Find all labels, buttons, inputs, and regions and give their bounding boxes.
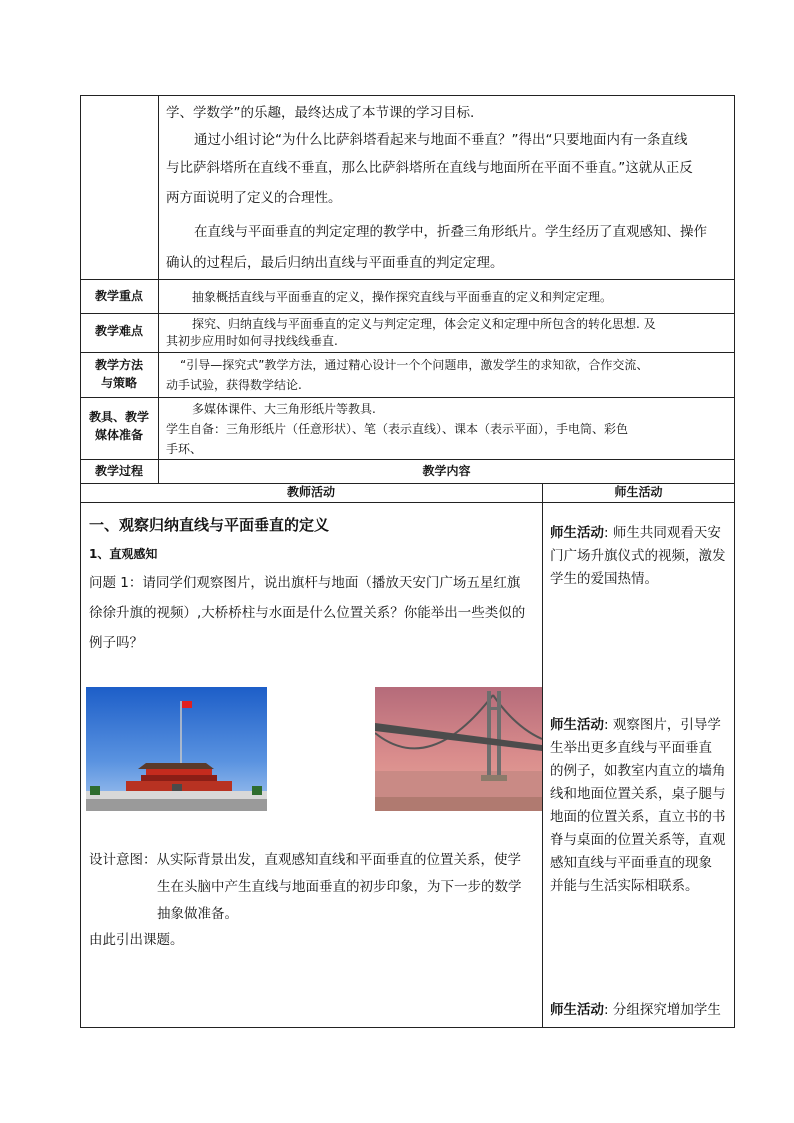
activity-note-2-line: 地面的位置关系，直立书的书: [550, 809, 726, 825]
design-intent-line: 生在头脑中产生直线与地面垂直的初步印象，为下一步的数学: [157, 879, 522, 895]
intro-line: 两方面说明了定义的合理性。: [166, 190, 342, 206]
row-line: [80, 279, 735, 280]
row-label-process: 教学过程: [94, 464, 143, 478]
activity-note-prefix: 师生活动: [550, 1002, 604, 1018]
row-label-key-points: 教学重点: [94, 289, 143, 303]
section-subheading: 1、直观感知: [89, 547, 158, 561]
media-line: 多媒体课件、大三角形纸片等教具.: [192, 402, 376, 416]
row-line: [80, 502, 735, 503]
activity-note-text: : 分组探究增加学生: [604, 1002, 721, 1018]
activity-note-text: : 师生共同观看天安: [604, 525, 721, 541]
row-label-methods: 教学方法: [94, 358, 143, 372]
design-intent-line: 设计意图：从实际背景出发，直观感知直线和平面垂直的位置关系，使学: [89, 852, 521, 868]
key-points-text: 抽象概括直线与平面垂直的定义，操作探究直线与平面垂直的定义和判定定理。: [192, 290, 613, 304]
intro-line: 通过小组讨论“为什么比萨斜塔看起来与地面不垂直？”得出“只要地面内有一条直线: [194, 132, 688, 148]
intro-line: 在直线与平面垂直的判定定理的教学中，折叠三角形纸片。学生经历了直观感知、操作: [194, 224, 707, 240]
media-line: 手环、: [166, 442, 203, 456]
row-line: [80, 459, 735, 460]
row-label-difficulties: 教学难点: [94, 324, 143, 338]
activity-note-2-line: 脊与桌面的位置关系等，直观: [550, 832, 726, 848]
activity-note-prefix: 师生活动: [550, 525, 604, 541]
teacher-student-activity-header: 师生活动: [614, 485, 663, 499]
difficulties-line: 探究、归纳直线与平面垂直的定义与判定定理，体会定义和定理中所包含的转化思想. 及: [192, 317, 656, 331]
design-intent-line: 抽象做准备。: [157, 906, 238, 922]
row-line: [80, 397, 735, 398]
methods-line: “引导—探究式”教学方法，通过精心设计一个个问题串，激发学生的求知欲，合作交流、: [180, 358, 649, 372]
methods-line: 动手试验，获得数学结论.: [166, 378, 302, 392]
teacher-activity-header: 教师活动: [286, 485, 335, 499]
activity-column-divider: [542, 483, 543, 1028]
activity-note-2-line: [550, 716, 721, 734]
activity-note-3-line: [550, 1001, 721, 1019]
row-line: [80, 313, 735, 314]
activity-note-2-line: 线和地面位置关系，桌子腿与: [550, 786, 726, 802]
media-line: 学生自备：三角形纸片（任意形状）、笔（表示直线）、课本（表示平面），手电筒、彩色: [166, 422, 629, 436]
activity-note-2-line: 感知直线与平面垂直的现象: [550, 855, 712, 871]
activity-note-1-line: 学生的爱国热情。: [550, 571, 658, 587]
tiananmen-photo: [86, 687, 267, 811]
activity-note-1-line: [550, 524, 721, 542]
difficulties-line: 其初步应用时如何寻找线线垂直.: [166, 334, 338, 348]
intro-line: 确认的过程后，最后归纳出直线与平面垂直的判定定理。: [166, 255, 504, 271]
bridge-image: [375, 687, 542, 811]
activity-note-1-line: 门广场升旗仪式的视频，激发: [550, 548, 726, 564]
lead-to-topic: 由此引出课题。: [89, 932, 184, 948]
activity-note-2-line: 并能与生活实际相联系。: [550, 878, 699, 894]
section-heading: 一、观察归纳直线与平面垂直的定义: [89, 516, 330, 534]
tiananmen-image: [86, 687, 267, 811]
question-line: 例子吗？: [89, 635, 143, 651]
activity-note-text: : 观察图片，引导学: [604, 717, 721, 733]
row-label-media-2: 媒体准备: [94, 428, 143, 442]
activity-note-2-line: 的例子，如教室内直立的墙角: [550, 763, 726, 779]
content-header: 教学内容: [422, 464, 471, 478]
question-line: 徐徐升旗的视频）,大桥桥柱与水面是什么位置关系？你能举出一些类似的: [89, 605, 526, 621]
intro-line: 学、学数学”的乐趣，最终达成了本节课的学习目标.: [166, 105, 475, 121]
row-line: [80, 352, 735, 353]
activity-note-2-line: 生举出更多直线与平面垂直: [550, 740, 712, 756]
activity-note-prefix: 师生活动: [550, 717, 604, 733]
question-line: 问题 1：请同学们观察图片，说出旗杆与地面（播放天安门广场五星红旗: [89, 575, 521, 591]
intro-line: 与比萨斜塔所在直线不垂直，那么比萨斜塔所在直线与地面所在平面不垂直。”这就从正反: [166, 160, 693, 176]
row-label-media: 教具、教学: [88, 410, 149, 424]
label-column-divider: [158, 95, 159, 483]
row-label-methods-2: 与策略: [100, 376, 137, 390]
bridge-photo: [375, 687, 542, 811]
